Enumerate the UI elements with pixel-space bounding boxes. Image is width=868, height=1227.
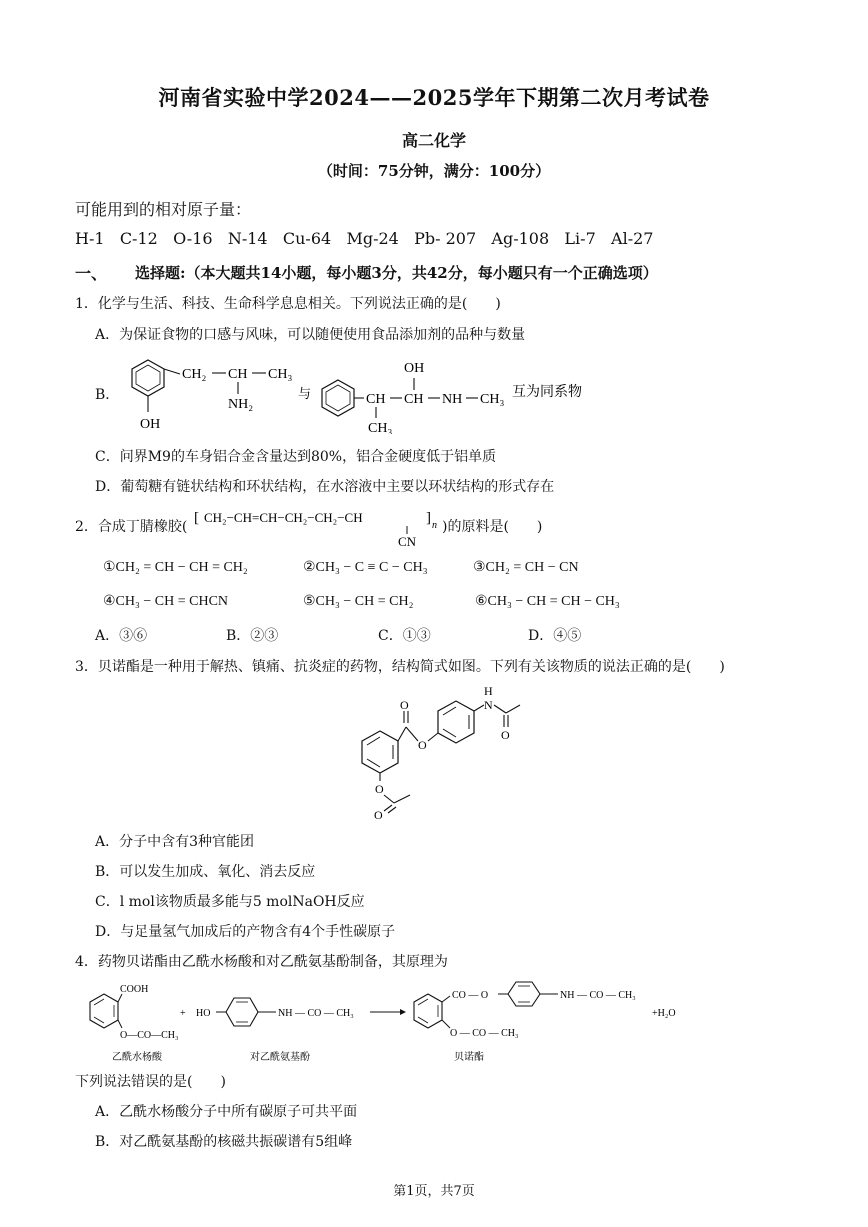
s2-nh: NH [442,392,463,407]
q3-o4: O [375,782,384,796]
s1-ch3: CH₃ [268,367,293,382]
atomic-mass-item: N-14 [227,229,268,248]
svg-text:[: [ [194,510,199,526]
q2-material-5: ⑤CH₃ − CH = CH₂ [303,594,414,609]
polymer-cn: CN [398,534,417,548]
q3-option-c: C．l mol该物质最多能与5 molNaOH反应 [95,894,365,910]
q4-cooh: COOH [120,984,149,995]
atomic-mass-label: 可能用到的相对原子量： [75,200,252,219]
exam-subject: 高二化学 [401,131,466,150]
q2-material-4: ④CH₃ − CH = CHCN [103,594,229,609]
exam-time-info: （时间：75分钟，满分：100分） [317,162,551,180]
atomic-mass-item: O-16 [173,229,213,248]
q2-option-c: C．①③ [378,628,431,644]
q1-b-tail: 互为同系物 [512,385,582,400]
atomic-mass-item: Cu-64 [282,229,332,248]
q3-o2: O [418,738,427,752]
q4-oco2: O — CO — CH₃ [450,1028,519,1039]
atomic-mass-item: Li-7 [564,229,596,248]
q3-o3: O [501,728,510,742]
q4-oco: O—CO—CH₃ [120,1030,179,1041]
s1-ch: CH [228,367,248,382]
svg-text:]: ] [426,510,431,526]
atomic-mass-item: Al-27 [611,229,654,248]
atomic-mass-item: Pb- 207 [414,229,477,248]
q3-h: H [484,684,493,698]
section-heading: 选择题:（本大题共14小题，每小题3分，共42分，每小题只有一个正确选项） [135,264,658,282]
page-footer: 第1页，共7页 [393,1184,475,1199]
q3-n: N [484,698,493,712]
q3-o5: O [374,808,383,822]
q2-option-d: D．④⑤ [528,628,582,644]
q1-stem: 1．化学与生活、科技、生命科学息息相关。下列说法正确的是( ) [75,296,501,312]
q4-coo: CO — O [452,990,489,1001]
section-number: 一、 [75,264,108,283]
q4-stem: 4．药物贝诺酯由乙酰水杨酸和对乙酰氨基酚制备，其原理为 [75,954,448,970]
q2-stem-post: )的原料是( ) [442,519,543,535]
q1-option-c: C．问界M9的车身铝合金含量达到80%，铝合金硬度低于铝单质 [95,449,497,465]
polymer-n: n [432,520,437,531]
q1-option-d: D．葡萄糖有链状结构和环状结构，在水溶液中主要以环状结构的形式存在 [95,479,555,495]
q4-name2: 对乙酰氨基酚 [250,1052,310,1063]
atomic-mass-item: Ag-108 [491,229,550,248]
q2-option-b: B．②③ [226,628,279,644]
s1-nh2: NH₂ [228,397,254,412]
atomic-mass-item: C-12 [119,229,158,248]
q2-stem-pre: 2．合成丁腈橡胶( [75,519,188,535]
exam-title: 河南省实验中学2024——2025学年下期第二次月考试卷 [158,85,710,110]
q3-o1: O [400,698,409,712]
q4-nhco2: NH — CO — CH₃ [560,990,636,1001]
q1-option-b-structures [120,352,640,434]
q4-plus: + [180,1008,186,1019]
q1-option-a: A．为保证食物的口感与风味，可以随便使用食品添加剂的品种与数量 [95,327,526,343]
q4-name3: 贝诺酯 [454,1052,484,1063]
q3-option-b: B．可以发生加成、氧化、消去反应 [95,864,316,880]
q1-b-connector: 与 [298,386,312,401]
q4-option-a: A．乙酰水杨酸分子中所有碳原子可共平面 [95,1104,358,1120]
q2-material-1: ①CH₂ = CH − CH = CH₂ [103,560,248,575]
q4-question: 下列说法错误的是( ) [75,1074,226,1090]
q4-water: +H₂O [652,1008,676,1019]
structure-1 [132,360,292,432]
q3-option-a: A．分子中含有3种官能团 [95,834,255,850]
q4-nhco: NH — CO — CH₃ [278,1008,354,1019]
q2-material-6: ⑥CH₃ − CH = CH − CH₃ [475,594,620,609]
q4-reaction-scheme [70,980,690,1068]
s1-ch2: CH₂ [182,367,207,382]
s2-oh: OH [404,361,425,376]
s2-ch3-end: CH₃ [480,392,505,407]
q2-option-a: A．③⑥ [95,628,148,644]
s2-ch3: CH₃ [368,421,393,434]
atomic-mass-list [75,229,653,248]
q4-option-b: B．对乙酰氨基酚的核磁共振碳谱有5组峰 [95,1134,353,1150]
polymer-chain: CH₂−CH=CH−CH₂−CH₂−CH [204,510,363,525]
s2-ch-b: CH [404,392,424,407]
q3-benorilate-structure [338,683,538,823]
q2-material-2: ②CH₃ − C ≡ C − CH₃ [303,560,428,575]
q4-name1: 乙酰水杨酸 [112,1052,162,1063]
s1-oh: OH [140,417,161,432]
s2-ch: CH [366,392,386,407]
atomic-mass-item: H-1 [75,229,105,248]
q1-option-b-label: B． [95,387,120,403]
atomic-mass-item: Mg-24 [346,229,399,248]
q3-option-d: D．与足量氢气加成后的产物含有4个手性碳原子 [95,924,396,940]
q2-polymer-structure [192,500,442,548]
q2-material-3: ③CH₂ = CH − CN [473,560,579,575]
structure-2 [322,361,504,434]
q4-ho: HO [196,1008,211,1019]
q3-stem: 3．贝诺酯是一种用于解热、镇痛、抗炎症的药物，结构简式如图。下列有关该物质的说法正确的是( ) [75,659,725,675]
